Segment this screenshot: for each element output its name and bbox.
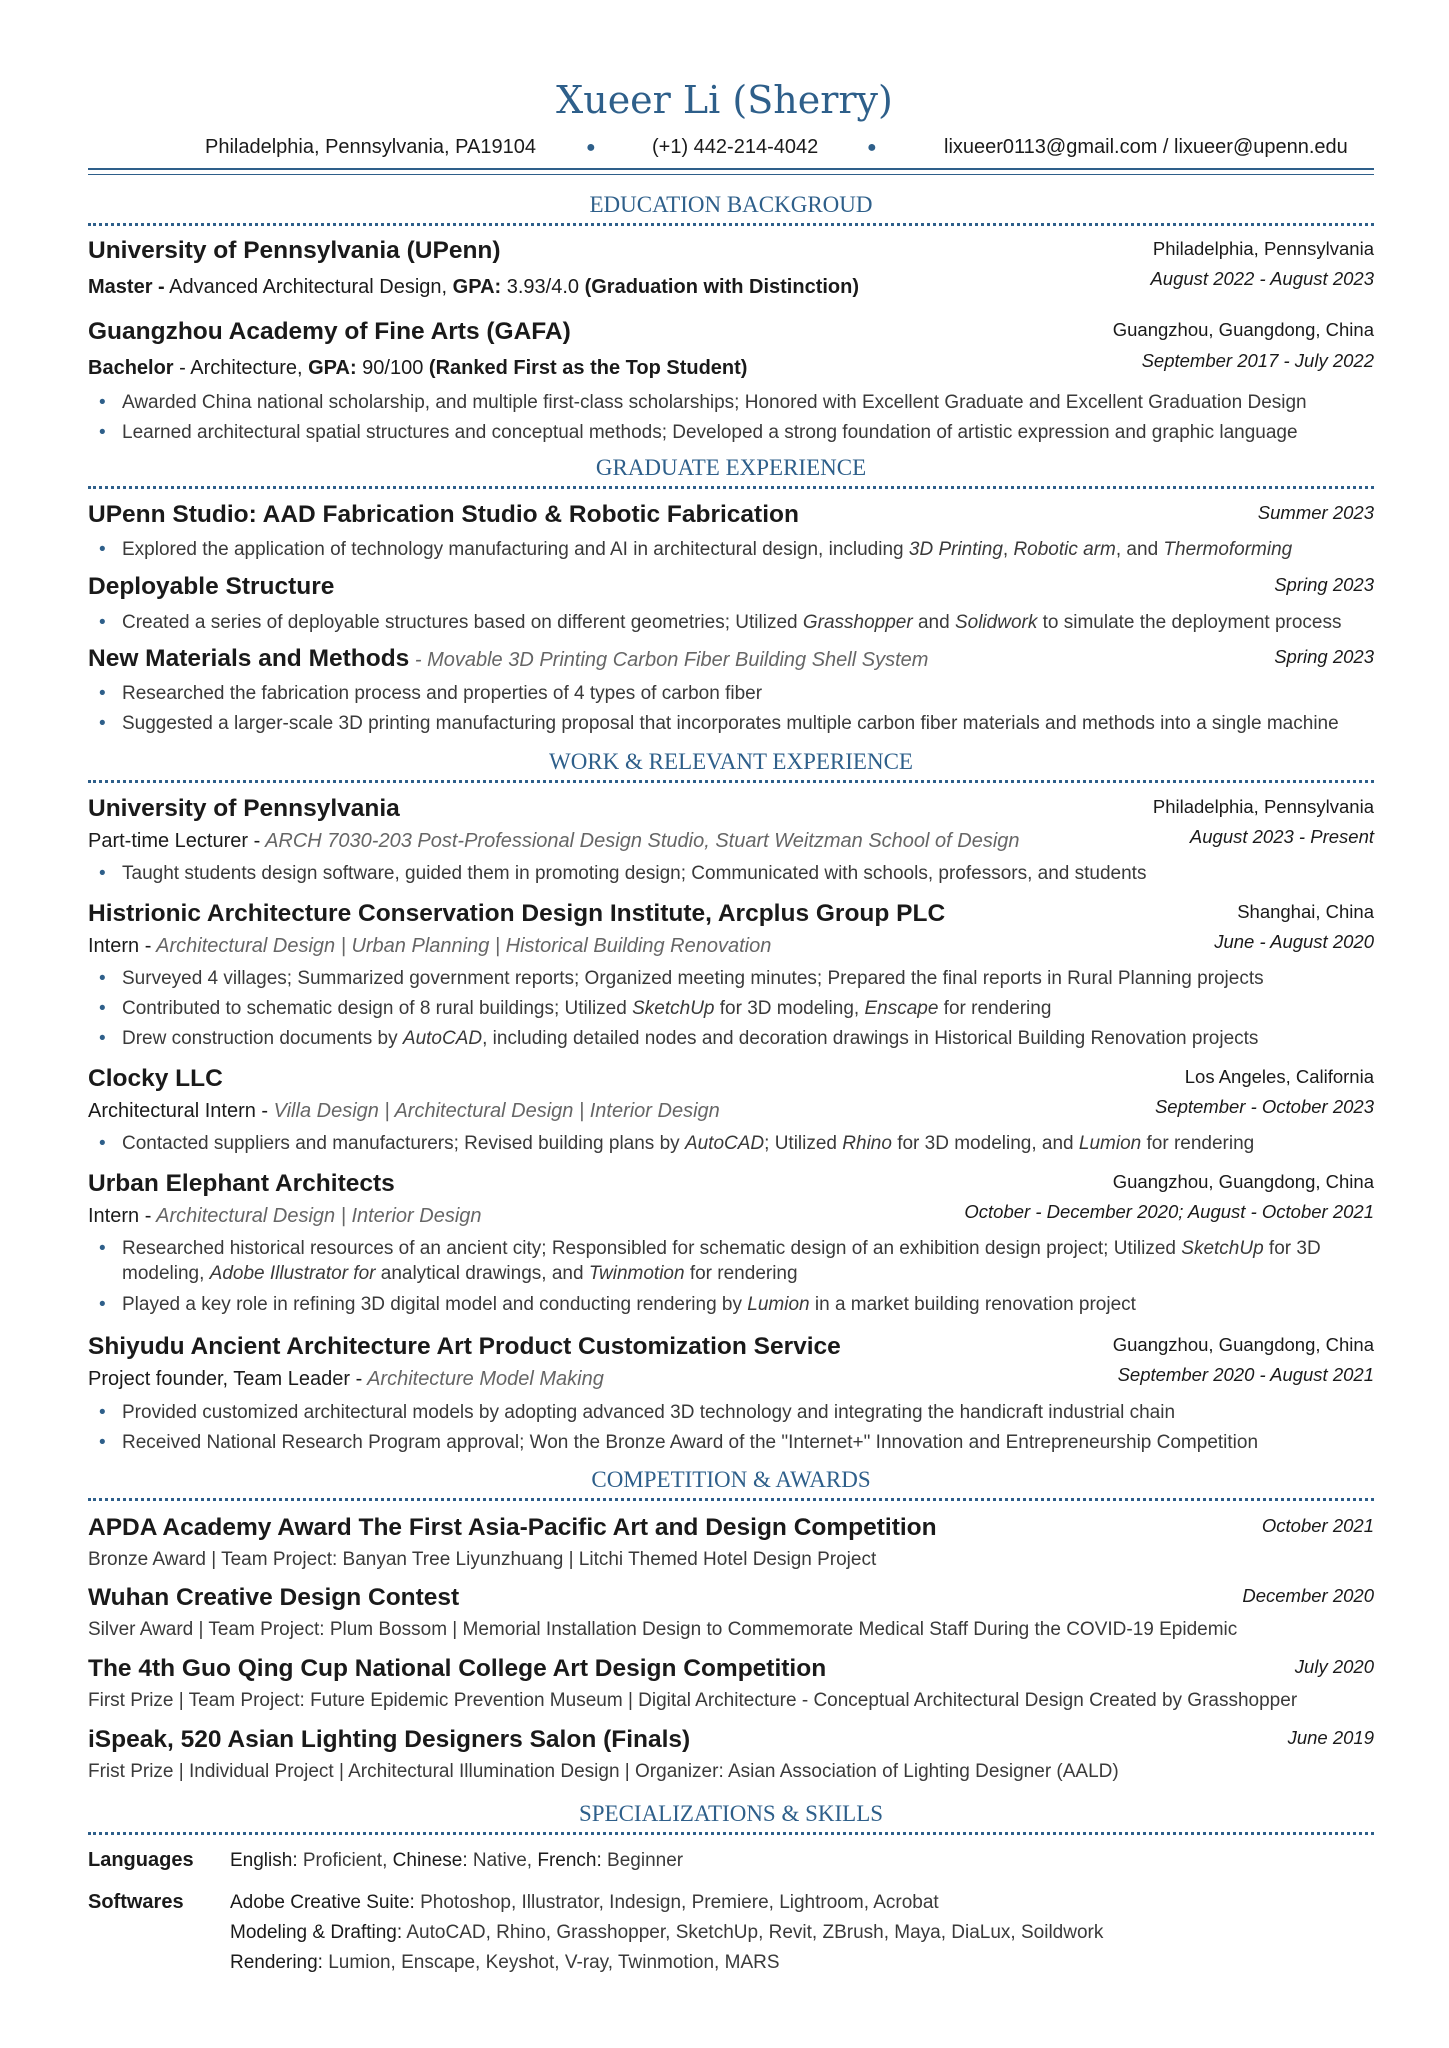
degree-line: Master - Advanced Architectural Design, GPA: 3.93/4.0 (Graduation with Distinction) <box>88 276 860 298</box>
candidate-name: Xueer Li (Sherry) <box>556 78 893 122</box>
skill-value-software: Modeling & Drafting: AutoCAD, Rhino, Grasshopper, SketchUp, Revit, ZBrush, Maya, DiaLux, Soildwork <box>230 1922 1104 1943</box>
org-name: University of Pennsylvania <box>88 795 400 822</box>
list-item: • Surveyed 4 villages; Summarized government reports; Organized meeting minutes; Prepared the final reports in Rural Planning projects <box>122 966 1374 991</box>
skill-value-software: Adobe Creative Suite: Photoshop, Illustrator, Indesign, Premiere, Lightroom, Acrobat <box>230 1892 939 1913</box>
project-title: New Materials and Methods - Movable 3D Printing Carbon Fiber Building Shell System <box>88 645 929 672</box>
section-title: SPECIALIZATIONS & SKILLS <box>578 1801 884 1826</box>
role-line: Project founder, Team Leader - Architecture Model Making <box>88 1368 604 1390</box>
list-item: • Provided customized architectural models by adopting advanced 3D technology and integrating the handicraft industrial chain <box>122 1400 1374 1425</box>
list-item: • Suggested a larger-scale 3D printing manufacturing proposal that incorporates multiple carbon fiber materials and methods into a single machine <box>122 711 1374 736</box>
list-item: • Explored the application of technology manufacturing and AI in architectural design, including 3D Printing, Robotic arm, and Thermoforming <box>122 537 1374 562</box>
org-location: Guangzhou, Guangdong, China <box>1112 1334 1374 1355</box>
separator-dot: ● <box>867 139 877 156</box>
project-title: Deployable Structure <box>88 573 335 600</box>
org-location: Philadelphia, Pennsylvania <box>1152 796 1374 817</box>
school-name: Guangzhou Academy of Fine Arts (GAFA) <box>88 318 571 345</box>
contact-phone: (+1) 442-214-4042 <box>652 136 819 158</box>
list-item: • Contributed to schematic design of 8 rural buildings; Utilized SketchUp for 3D modeling, Enscape for rendering <box>122 996 1374 1021</box>
project-date: Spring 2023 <box>1274 646 1374 667</box>
school-dates: September 2017 - July 2022 <box>1141 350 1374 371</box>
project-title: UPenn Studio: AAD Fabrication Studio & Robotic Fabrication <box>88 501 799 528</box>
section-divider <box>88 223 1374 226</box>
org-dates: August 2023 - Present <box>1189 826 1374 847</box>
award-title: The 4th Guo Qing Cup National College Art Design Competition <box>88 1655 827 1682</box>
list-item: • Researched historical resources of an ancient city; Responsibled for schematic design of an exhibition design project; Utilized SketchUp for 3D modeling, Adobe Illustrator for analytical drawings, and Twinmotion for rendering <box>122 1236 1374 1286</box>
list-item: • Created a series of deployable structures based on different geometries; Utilized Grasshopper and Solidwork to simulate the deployment process <box>122 610 1374 635</box>
contact-address: Philadelphia, Pennsylvania, PA19104 <box>205 136 536 158</box>
section-title: WORK & RELEVANT EXPERIENCE <box>549 749 913 774</box>
section-divider <box>88 1832 1374 1835</box>
section-skills <box>88 1801 1374 1843</box>
role-line: Intern - Architectural Design | Interior Design <box>88 1205 482 1227</box>
award-title: Wuhan Creative Design Contest <box>88 1584 460 1611</box>
section-graduate <box>88 455 1374 497</box>
list-item: • Received National Research Program approval; Won the Bronze Award of the "Internet+" Innovation and Entrepreneurship Competition <box>122 1430 1374 1455</box>
org-name: Clocky LLC <box>88 1065 223 1092</box>
list-item: • Awarded China national scholarship, and multiple first-class scholarships; Honored with Excellent Graduate and Excellent Graduation Design <box>122 390 1374 415</box>
header-rule <box>88 174 1374 175</box>
section-divider <box>88 780 1374 783</box>
org-dates: October - December 2020; August - October 2021 <box>964 1201 1374 1222</box>
skill-label-languages: Languages <box>88 1849 194 1871</box>
role-line: Part-time Lecturer - ARCH 7030-203 Post-Professional Design Studio, Stuart Weitzman School of Design <box>88 830 1020 852</box>
role-line: Architectural Intern - Villa Design | Architectural Design | Interior Design <box>88 1100 720 1122</box>
section-divider <box>88 486 1374 489</box>
org-location: Los Angeles, California <box>1184 1066 1374 1087</box>
list-item: • Drew construction documents by AutoCAD, including detailed nodes and decoration drawings in Historical Building Renovation projects <box>122 1026 1374 1051</box>
org-dates: June - August 2020 <box>1214 931 1374 952</box>
award-date: July 2020 <box>1294 1656 1374 1677</box>
award-detail: Frist Prize | Individual Project | Architectural Illumination Design | Organizer: Asian Association of Lighting Designer (AALD) <box>88 1761 1119 1782</box>
award-date: June 2019 <box>1287 1727 1374 1748</box>
school-name: University of Pennsylvania (UPenn) <box>88 237 501 264</box>
section-awards <box>88 1467 1374 1509</box>
org-name: Shiyudu Ancient Architecture Art Product Customization Service <box>88 1333 841 1360</box>
skill-value-languages: English: Proficient, Chinese: Native, French: Beginner <box>230 1850 684 1871</box>
award-detail: Silver Award | Team Project: Plum Bossom | Memorial Installation Design to Commemorate Medical Staff During the COVID-19 Epidemic <box>88 1619 1238 1640</box>
header-rule <box>88 168 1374 170</box>
skill-label-softwares: Softwares <box>88 1891 184 1913</box>
degree-line: Bachelor - Architecture, GPA: 90/100 (Ranked First as the Top Student) <box>88 357 748 379</box>
school-dates: August 2022 - August 2023 <box>1150 268 1374 289</box>
award-title: iSpeak, 520 Asian Lighting Designers Salon (Finals) <box>88 1726 691 1753</box>
section-education <box>88 192 1374 234</box>
award-detail: Bronze Award | Team Project: Banyan Tree Liyunzhuang | Litchi Themed Hotel Design Project <box>88 1549 877 1570</box>
section-title: COMPETITION & AWARDS <box>591 1467 871 1492</box>
org-dates: September 2020 - August 2021 <box>1117 1364 1374 1385</box>
section-work <box>88 749 1374 791</box>
org-location: Guangzhou, Guangdong, China <box>1112 1171 1374 1192</box>
award-title: APDA Academy Award The First Asia-Pacific Art and Design Competition <box>88 1514 937 1541</box>
skill-value-software: Rendering: Lumion, Enscape, Keyshot, V-ray, Twinmotion, MARS <box>230 1952 780 1973</box>
role-line: Intern - Architectural Design | Urban Planning | Historical Building Renovation <box>88 935 772 957</box>
separator-dot: ● <box>586 139 596 156</box>
list-item: • Contacted suppliers and manufacturers; Revised building plans by AutoCAD; Utilized Rhino for 3D modeling, and Lumion for rendering <box>122 1131 1374 1156</box>
project-date: Spring 2023 <box>1274 574 1374 595</box>
school-location: Philadelphia, Pennsylvania <box>1152 238 1374 259</box>
list-item: • Researched the fabrication process and properties of 4 types of carbon fiber <box>122 681 1374 706</box>
contact-email: lixueer0113@gmail.com / lixueer@upenn.edu <box>944 136 1348 158</box>
award-date: December 2020 <box>1242 1585 1374 1606</box>
school-location: Guangzhou, Guangdong, China <box>1112 319 1374 340</box>
list-item: • Played a key role in refining 3D digital model and conducting rendering by Lumion in a market building renovation project <box>122 1292 1374 1317</box>
award-detail: First Prize | Team Project: Future Epidemic Prevention Museum | Digital Architecture - Conceptual Architectural Design Created by Grasshopper <box>88 1690 1298 1711</box>
section-title: GRADUATE EXPERIENCE <box>595 455 867 480</box>
list-item: • Learned architectural spatial structures and conceptual methods; Developed a strong foundation of artistic expression and graphic language <box>122 420 1374 445</box>
org-name: Histrionic Architecture Conservation Design Institute, Arcplus Group PLC <box>88 900 946 927</box>
award-date: October 2021 <box>1261 1515 1374 1536</box>
org-name: Urban Elephant Architects <box>88 1170 395 1197</box>
project-date: Summer 2023 <box>1257 502 1374 523</box>
section-title: EDUCATION BACKGROUD <box>589 192 873 217</box>
org-location: Shanghai, China <box>1237 901 1374 922</box>
org-dates: September - October 2023 <box>1154 1096 1374 1117</box>
list-item: • Taught students design software, guided them in promoting design; Communicated with schools, professors, and students <box>122 861 1374 886</box>
section-divider <box>88 1498 1374 1501</box>
